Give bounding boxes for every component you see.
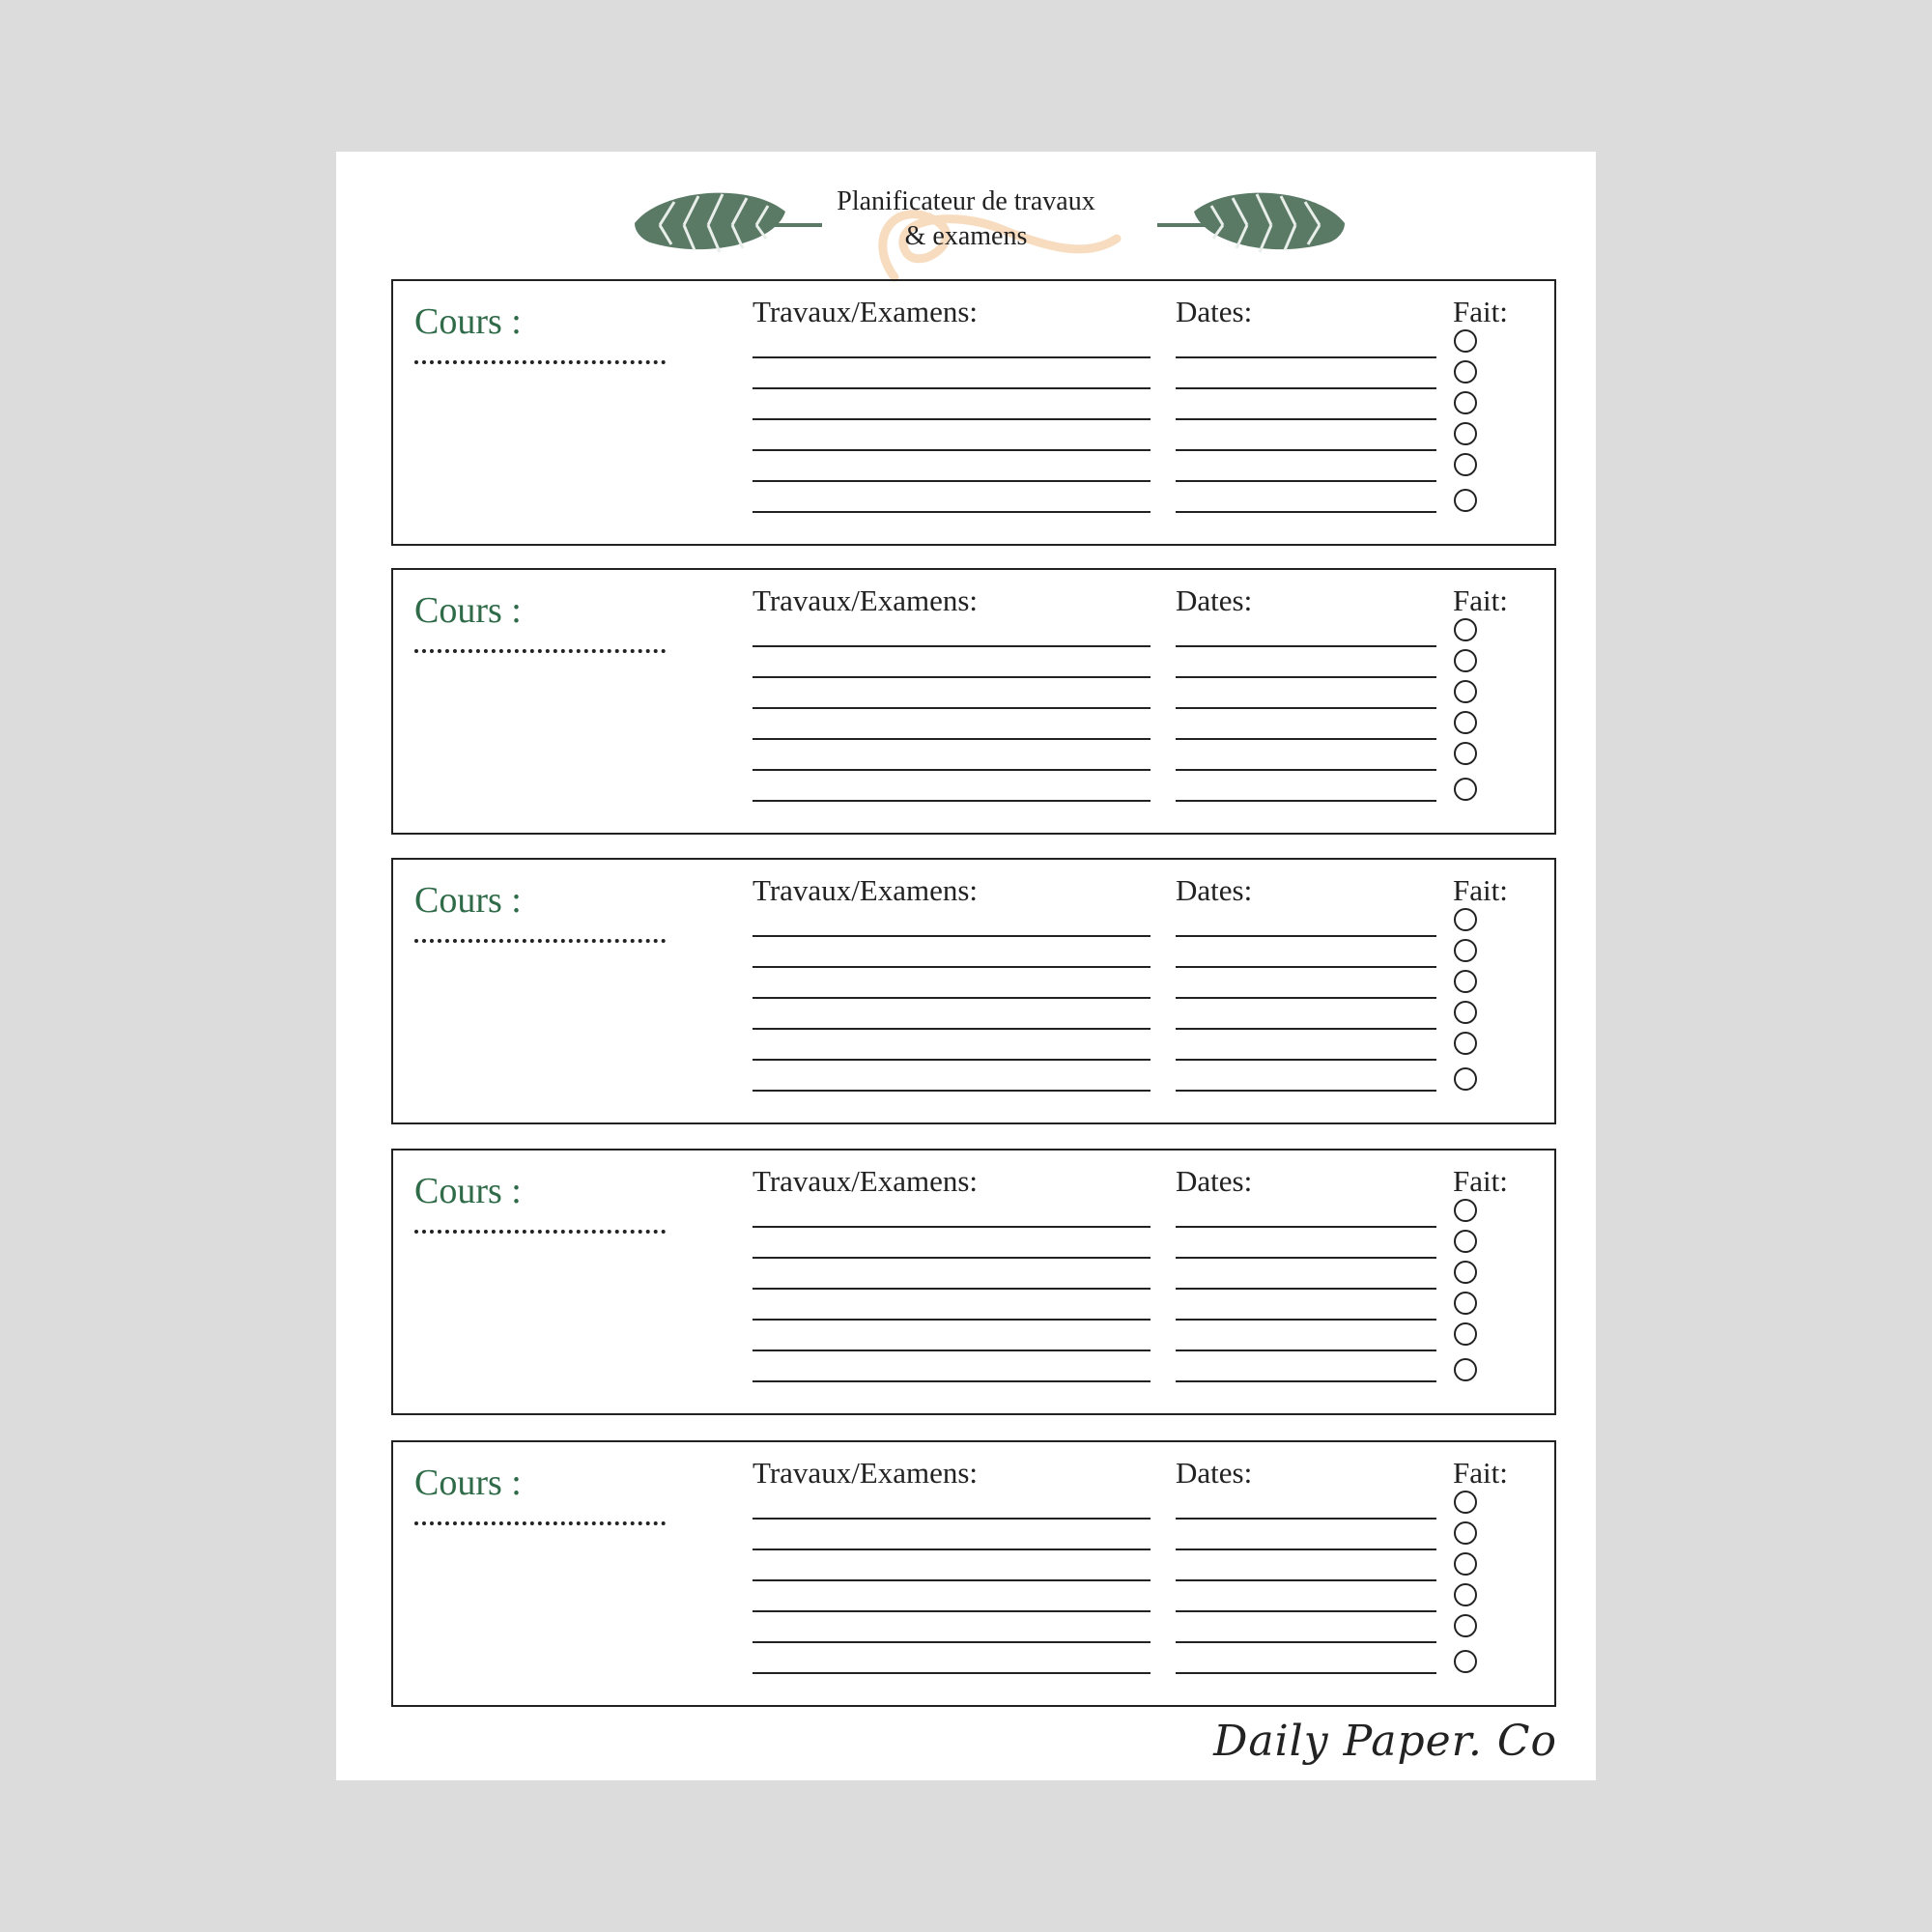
- done-checkbox[interactable]: [1454, 939, 1477, 962]
- work-entry-line[interactable]: [753, 1380, 1151, 1382]
- date-entry-line[interactable]: [1176, 480, 1436, 482]
- done-checkbox[interactable]: [1454, 489, 1477, 512]
- done-checkbox[interactable]: [1454, 1491, 1477, 1514]
- course-section: [391, 1149, 1556, 1415]
- done-checkbox[interactable]: [1454, 1583, 1477, 1606]
- work-entry-line[interactable]: [753, 1257, 1151, 1259]
- work-entry-line[interactable]: [753, 935, 1151, 937]
- course-name-field[interactable]: [414, 649, 666, 653]
- done-checkbox[interactable]: [1454, 1650, 1477, 1673]
- course-name-field[interactable]: [414, 939, 666, 943]
- done-column-label: Fait:: [1453, 583, 1508, 617]
- done-checkbox[interactable]: [1454, 778, 1477, 801]
- done-checkbox[interactable]: [1454, 1552, 1477, 1576]
- done-checkbox[interactable]: [1454, 742, 1477, 765]
- work-entry-line[interactable]: [753, 511, 1151, 513]
- date-entry-line[interactable]: [1176, 1226, 1436, 1228]
- date-entry-line[interactable]: [1176, 1579, 1436, 1581]
- work-entry-line[interactable]: [753, 1350, 1151, 1351]
- done-checkbox[interactable]: [1454, 1521, 1477, 1545]
- work-entry-line[interactable]: [753, 1028, 1151, 1030]
- work-entry-line[interactable]: [753, 1226, 1151, 1228]
- work-entry-line[interactable]: [753, 1288, 1151, 1290]
- date-entry-line[interactable]: [1176, 707, 1436, 709]
- course-label: Cours :: [414, 1171, 522, 1211]
- done-checkbox[interactable]: [1454, 1199, 1477, 1222]
- date-entry-line[interactable]: [1176, 1288, 1436, 1290]
- work-entry-line[interactable]: [753, 387, 1151, 389]
- date-entry-line[interactable]: [1176, 511, 1436, 513]
- date-entry-line[interactable]: [1176, 1090, 1436, 1092]
- work-column-label: Travaux/Examens:: [753, 873, 979, 907]
- dates-column-label: Dates:: [1176, 1164, 1253, 1198]
- date-entry-line[interactable]: [1176, 356, 1436, 358]
- done-checkbox[interactable]: [1454, 422, 1477, 445]
- work-entry-line[interactable]: [753, 1518, 1151, 1520]
- work-entry-line[interactable]: [753, 769, 1151, 771]
- done-checkbox[interactable]: [1454, 618, 1477, 641]
- date-entry-line[interactable]: [1176, 1672, 1436, 1674]
- work-column-label: Travaux/Examens:: [753, 583, 979, 617]
- done-checkbox[interactable]: [1454, 360, 1477, 384]
- work-entry-line[interactable]: [753, 1319, 1151, 1321]
- work-entry-line[interactable]: [753, 738, 1151, 740]
- work-entry-line[interactable]: [753, 418, 1151, 420]
- done-checkbox[interactable]: [1454, 649, 1477, 672]
- work-column-label: Travaux/Examens:: [753, 1456, 979, 1490]
- header: [336, 171, 1596, 297]
- course-section: [391, 858, 1556, 1124]
- done-checkbox[interactable]: [1454, 1067, 1477, 1091]
- done-column-label: Fait:: [1453, 1164, 1508, 1198]
- date-entry-line[interactable]: [1176, 966, 1436, 968]
- date-entry-line[interactable]: [1176, 1548, 1436, 1550]
- date-entry-line[interactable]: [1176, 1257, 1436, 1259]
- date-entry-line[interactable]: [1176, 449, 1436, 451]
- date-entry-line[interactable]: [1176, 645, 1436, 647]
- work-column-label: Travaux/Examens:: [753, 295, 979, 328]
- done-checkbox[interactable]: [1454, 1358, 1477, 1381]
- date-entry-line[interactable]: [1176, 769, 1436, 771]
- dates-column-label: Dates:: [1176, 1456, 1253, 1490]
- date-entry-line[interactable]: [1176, 387, 1436, 389]
- done-checkbox[interactable]: [1454, 680, 1477, 703]
- done-checkbox[interactable]: [1454, 391, 1477, 414]
- work-entry-line[interactable]: [753, 1059, 1151, 1061]
- work-entry-line[interactable]: [753, 1641, 1151, 1643]
- course-name-field[interactable]: [414, 1230, 666, 1234]
- done-checkbox[interactable]: [1454, 1230, 1477, 1253]
- done-checkbox[interactable]: [1454, 329, 1477, 353]
- work-entry-line[interactable]: [753, 800, 1151, 802]
- date-entry-line[interactable]: [1176, 935, 1436, 937]
- done-column-label: Fait:: [1453, 1456, 1508, 1490]
- course-name-field[interactable]: [414, 360, 666, 364]
- date-entry-line[interactable]: [1176, 1610, 1436, 1612]
- course-label: Cours :: [414, 590, 522, 631]
- done-checkbox[interactable]: [1454, 1001, 1477, 1024]
- title-line-2: & examens: [904, 221, 1028, 251]
- dates-column-label: Dates:: [1176, 295, 1253, 328]
- date-entry-line[interactable]: [1176, 1059, 1436, 1061]
- work-entry-line[interactable]: [753, 1090, 1151, 1092]
- date-entry-line[interactable]: [1176, 1518, 1436, 1520]
- title-line-1: Planificateur de travaux: [837, 186, 1095, 216]
- work-entry-line[interactable]: [753, 707, 1151, 709]
- date-entry-line[interactable]: [1176, 1350, 1436, 1351]
- work-entry-line[interactable]: [753, 1579, 1151, 1581]
- done-checkbox[interactable]: [1454, 1261, 1477, 1284]
- done-checkbox[interactable]: [1454, 711, 1477, 734]
- page-title: [773, 185, 1159, 254]
- date-entry-line[interactable]: [1176, 1319, 1436, 1321]
- done-column-label: Fait:: [1453, 873, 1508, 907]
- work-entry-line[interactable]: [753, 1610, 1151, 1612]
- work-entry-line[interactable]: [753, 356, 1151, 358]
- work-entry-line[interactable]: [753, 480, 1151, 482]
- done-column-label: Fait:: [1453, 295, 1508, 328]
- leaf-icon: [1155, 183, 1349, 279]
- work-entry-line[interactable]: [753, 676, 1151, 678]
- course-section: [391, 279, 1556, 546]
- done-checkbox[interactable]: [1454, 970, 1477, 993]
- date-entry-line[interactable]: [1176, 997, 1436, 999]
- planner-sheet: [336, 152, 1596, 1780]
- work-entry-line[interactable]: [753, 1548, 1151, 1550]
- brand-signature: Daily Paper. Co: [1213, 1717, 1557, 1766]
- done-checkbox[interactable]: [1454, 908, 1477, 931]
- work-column-label: Travaux/Examens:: [753, 1164, 979, 1198]
- date-entry-line[interactable]: [1176, 1380, 1436, 1382]
- date-entry-line[interactable]: [1176, 1641, 1436, 1643]
- course-section: [391, 1440, 1556, 1707]
- work-entry-line[interactable]: [753, 645, 1151, 647]
- course-label: Cours :: [414, 1463, 522, 1503]
- date-entry-line[interactable]: [1176, 1028, 1436, 1030]
- done-checkbox[interactable]: [1454, 453, 1477, 476]
- dates-column-label: Dates:: [1176, 583, 1253, 617]
- date-entry-line[interactable]: [1176, 800, 1436, 802]
- dates-column-label: Dates:: [1176, 873, 1253, 907]
- done-checkbox[interactable]: [1454, 1614, 1477, 1637]
- course-label: Cours :: [414, 301, 522, 342]
- date-entry-line[interactable]: [1176, 418, 1436, 420]
- done-checkbox[interactable]: [1454, 1292, 1477, 1315]
- done-checkbox[interactable]: [1454, 1322, 1477, 1346]
- date-entry-line[interactable]: [1176, 738, 1436, 740]
- done-checkbox[interactable]: [1454, 1032, 1477, 1055]
- date-entry-line[interactable]: [1176, 676, 1436, 678]
- work-entry-line[interactable]: [753, 1672, 1151, 1674]
- course-section: [391, 568, 1556, 835]
- work-entry-line[interactable]: [753, 997, 1151, 999]
- work-entry-line[interactable]: [753, 449, 1151, 451]
- work-entry-line[interactable]: [753, 966, 1151, 968]
- course-label: Cours :: [414, 880, 522, 921]
- course-name-field[interactable]: [414, 1521, 666, 1525]
